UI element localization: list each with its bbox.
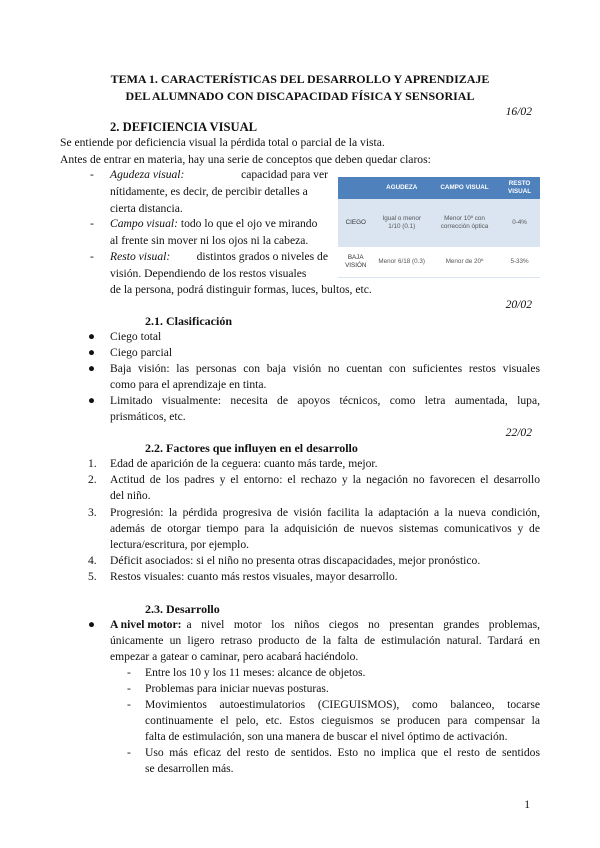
concept-term: Resto visual: [110,250,171,263]
concept-line: cierta distancia. [110,202,183,215]
table-cell: Menor de 20º [430,247,499,278]
concept-resto [110,249,328,266]
table-cell: Igual o menor 1/10 (0.1) [373,199,429,247]
concept-term: Campo visual: [110,217,178,230]
title-line-1: TEMA 1. CARACTERÍSTICAS DEL DESARROLLO Y APRENDIZAJE [110,72,490,86]
concept-campo [110,216,330,233]
bullet: ● [88,330,96,343]
bullet: ● [88,362,96,375]
list-item: Edad de aparición de la ceguera: cuanto más tarde, mejor. [110,457,378,470]
date-1: 16/02 [505,105,532,118]
bullet: ● [88,618,96,631]
table-header: CAMPO VISUAL [430,177,499,199]
table-row [338,199,540,247]
motor-line-3: empezar a gatear o caminar, pero acabará haciéndolo. [110,650,359,663]
table-row [338,247,540,278]
list-number: 5. [88,570,97,583]
sub-item: Movimientos autoestimulatorios (CIEGUISMOS), como balanceo, tocarse [145,698,540,711]
table-cell: BAJA VISIÓN [338,247,373,278]
list-item-cont: del niño. [110,489,151,502]
date-3: 22/02 [505,426,532,439]
concept-line: nítidamente, es decir, de percibir detalles a [110,185,308,198]
intro-line-2: Antes de entrar en materia, hay una serie de conceptos que deben quedar claros: [60,153,431,166]
list-item: Progresión: la pérdida progresiva de visión facilita la adaptación a la nueva condición, [110,506,540,519]
concept-line: visión. Dependiendo de los restos visuales [110,267,307,280]
subsection-heading: 2.2. Factores que influyen en el desarrollo [145,441,358,455]
page-number: 1 [524,798,530,811]
concept-line: de la persona, podrá distinguir formas, luces, bultos, etc. [110,283,372,296]
list-item: Ciego total [110,330,162,343]
list-number: 3. [88,506,97,519]
sub-item: Uso más eficaz del resto de sentidos. Esto no implica que el resto de sentidos [145,746,540,759]
motor-text: a nivel motor los niños ciegos no presentan grandes problemas, [186,618,540,631]
title-line-2: DEL ALUMNADO CON DISCAPACIDAD FÍSICA Y SENSORIAL [125,89,475,103]
sub-item-cont: continuamente el pelo, etc. Estos cieguismos se producen para compensar la [145,714,540,727]
bullet: ● [88,394,96,407]
intro-line-1: Se entiende por deficiencia visual la pérdida total o parcial de la vista. [60,136,385,149]
list-item: Restos visuales: cuanto más restos visuales, mayor desarrollo. [110,570,398,583]
table-header [338,177,373,199]
table-cell: Menor 10º con corrección óptica [430,199,499,247]
list-number: 4. [88,554,97,567]
table-cell: 0-4% [499,199,540,247]
list-item: Déficit asociados: si el niño no presenta otras discapacidades, mejor pronóstico. [110,554,481,567]
dash-bullet: - [127,746,131,759]
concept-agudeza [110,167,328,184]
table-cell: 5-33% [499,247,540,278]
motor-line-1 [110,617,540,634]
list-number: 2. [88,473,97,486]
sub-item: Entre los 10 y los 11 meses: alcance de objetos. [145,666,366,679]
table-header: AGUDEZA [373,177,429,199]
dash-bullet: - [90,168,94,181]
list-item: Actitud de los padres y el entorno: el rechazo y la negación no favorecen el desarrollo [110,473,540,486]
date-2: 20/02 [505,298,532,311]
motor-term: A nivel motor: [110,618,182,631]
section-heading: 2. DEFICIENCIA VISUAL [110,120,258,134]
concept-text: distintos grados o niveles de [196,250,328,263]
list-item-cont: lectura/escritura, por ejemplo. [110,538,250,551]
concept-line: al frente sin mover ni los ojos ni la cabeza. [110,234,309,247]
vision-table [338,177,540,278]
list-number: 1. [88,457,97,470]
list-item: Limitado visualmente: necesita de apoyos técnicos, como letra aumentada, lupa, [110,394,540,407]
list-item-cont: además de otorgar tiempo para la adquisición de nuevos sistemas comunicativos y de [110,522,540,535]
list-item: Ciego parcial [110,346,173,359]
motor-line-2: únicamente un ligero retraso producto de la falta de estimulación natural. Tardará en [110,634,540,647]
dash-bullet: - [127,682,131,695]
concept-text: todo lo que el ojo ve mirando [180,217,318,230]
sub-item: Problemas para iniciar nuevas posturas. [145,682,329,695]
table-cell: CIEGO [338,199,373,247]
list-item: Baja visión: las personas con baja visión no cuentan con suficientes restos visuales [110,362,540,375]
concept-text: capacidad para ver [241,168,328,181]
dash-bullet: - [127,666,131,679]
concept-term: Agudeza visual: [110,168,185,181]
dash-bullet: - [127,698,131,711]
list-item-cont: como para el aprendizaje en tinta. [110,378,267,391]
table-cell: Menor 6/18 (0.3) [373,247,429,278]
sub-item-cont: falta de estimulación, son una manera de buscar el nivel óptimo de activación. [145,730,508,743]
subsection-heading: 2.3. Desarrollo [145,602,220,616]
document-title [60,71,540,105]
dash-bullet: - [90,250,94,263]
subsection-heading: 2.1. Clasificación [145,314,232,328]
list-item-cont: prismáticos, etc. [110,410,186,423]
dash-bullet: - [90,217,94,230]
table-header-row [338,177,540,199]
table-header: RESTO VISUAL [499,177,540,199]
bullet: ● [88,346,96,359]
sub-item-cont: se desarrollen más. [145,762,234,775]
